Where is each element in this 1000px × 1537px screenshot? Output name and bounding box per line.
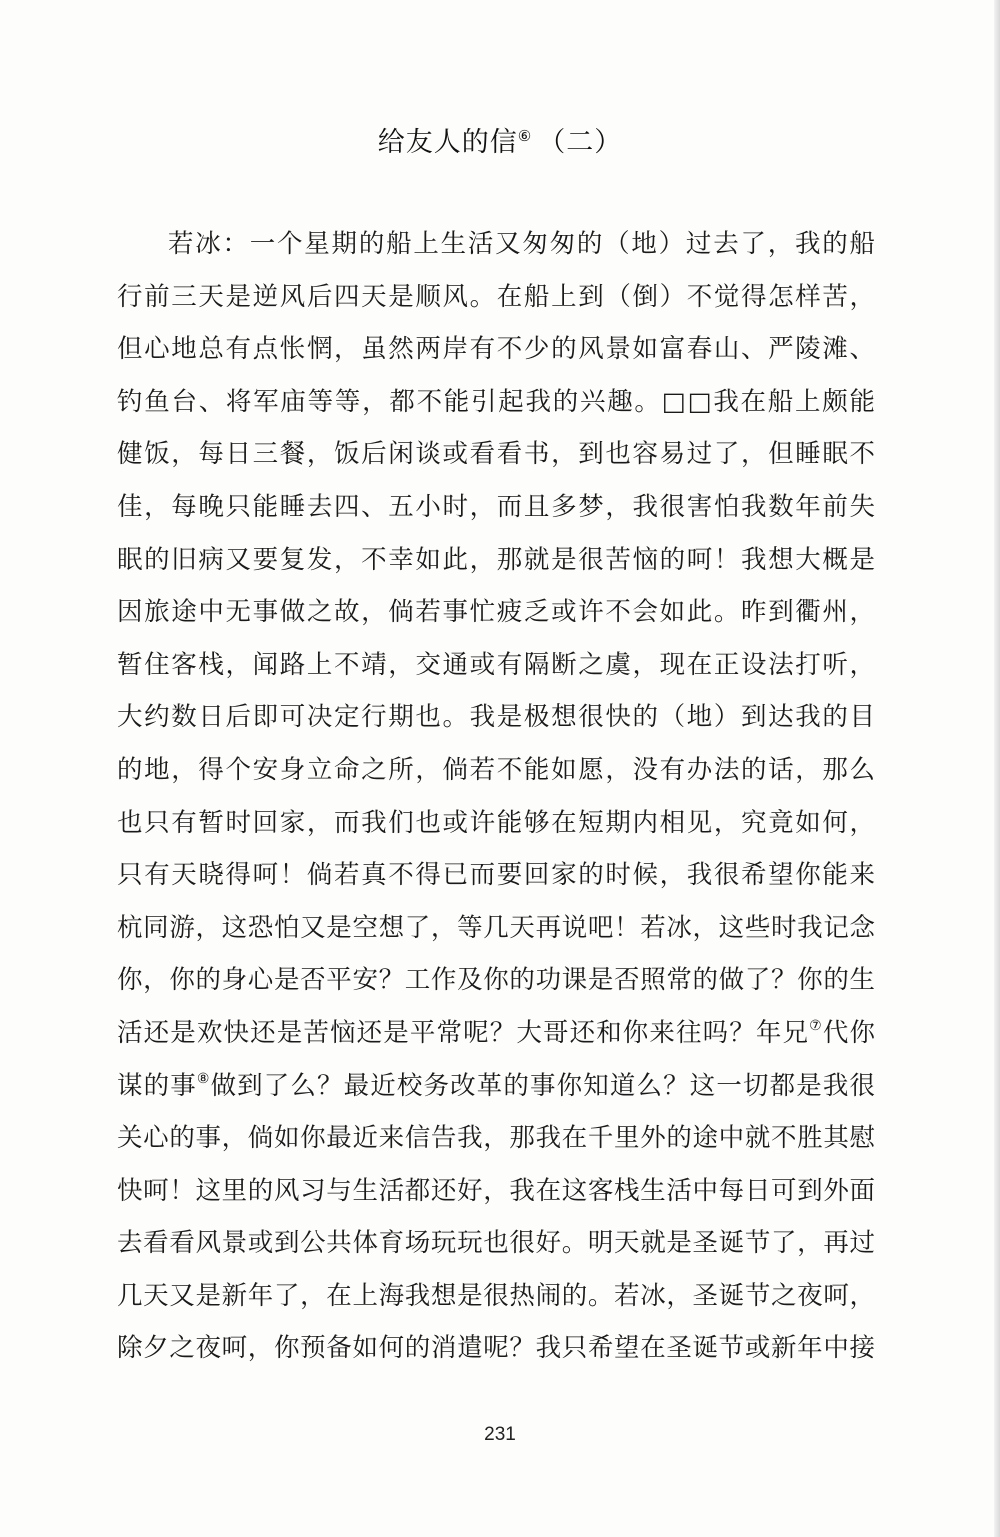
- text-segment: 快呵！这里的风习与生活都还好，我在这客栈生活中每日可到外面: [117, 1175, 875, 1206]
- text-segment: 也只有暂时回家，而我们也或许能够在短期内相见，究竟如何，: [117, 807, 875, 838]
- text-segment: 钓鱼台、将军庙等等，都不能引起我的兴趣。□□我在船上颇能: [117, 386, 875, 417]
- text-line: [117, 481, 875, 534]
- text-segment: 若冰：一个星期的船上生活又匆匆的（地）过去了，我的船: [168, 229, 875, 259]
- text-segment: 只有天晓得呵！倘若真不得已而要回家的时候，我很希望你能来: [117, 860, 875, 891]
- text-segment: 佳，每晚只能睡去四、五小时，而且多梦，我很害怕我数年前失: [117, 491, 875, 522]
- title-subtitle: （二）: [538, 127, 623, 158]
- footnote-marker: ⑧: [196, 1070, 211, 1087]
- text-segment: 杭同游，这恐怕又是空想了，等几天再说吧！若冰，这些时我记念: [117, 912, 875, 943]
- text-segment: 去看看风景或到公共体育场玩玩也很好。明天就是圣诞节了，再过: [117, 1228, 875, 1259]
- text-line: [117, 691, 875, 744]
- text-line: [117, 954, 875, 1007]
- text-line: [117, 1007, 875, 1060]
- text-line: [117, 428, 875, 481]
- text-segment: 行前三天是逆风后四天是顺风。在船上到（倒）不觉得怎样苦，: [117, 281, 875, 312]
- text-segment: 因旅途中无事做之故，倘若事忙疲乏或许不会如此。昨到衢州，: [117, 597, 875, 628]
- text-segment: 谋的事: [117, 1070, 197, 1101]
- text-segment: 做到了么？最近校务改革的事你知道么？这一切都是我很: [210, 1070, 875, 1101]
- page-number: 231: [484, 1424, 516, 1445]
- text-line: [117, 1060, 875, 1113]
- text-segment: 健饭，每日三餐，饭后闲谈或看看书，到也容易过了，但睡眠不: [117, 439, 875, 470]
- footnote-marker: ⑦: [809, 1017, 823, 1034]
- text-segment: 活还是欢快还是苦恼还是平常呢？大哥还和你来往吗？年兄: [117, 1017, 810, 1048]
- text-line: [117, 271, 875, 324]
- text-line: [117, 534, 875, 587]
- text-line: [117, 1112, 875, 1165]
- text-line: [117, 218, 875, 271]
- letter-body: [117, 218, 875, 1375]
- text-line: [117, 586, 875, 639]
- text-line: [117, 744, 875, 797]
- text-line: [117, 323, 875, 376]
- text-segment: 几天又是新年了，在上海我想是很热闹的。若冰，圣诞节之夜呵，: [117, 1280, 875, 1311]
- text-line: [117, 376, 875, 429]
- text-segment: 的地，得个安身立命之所，倘若不能如愿，没有办法的话，那么: [117, 754, 875, 785]
- text-line: [117, 1270, 875, 1323]
- text-line: [117, 797, 875, 850]
- text-line: [117, 902, 875, 955]
- title-main: 给友人的信: [377, 127, 518, 158]
- text-segment: 代你: [822, 1017, 875, 1048]
- text-segment: 关心的事，倘如你最近来信告我，那我在千里外的途中就不胜其慰: [117, 1123, 875, 1154]
- text-segment: 但心地总有点怅惘，虽然两岸有不少的风景如富春山、严陵滩、: [117, 334, 875, 365]
- text-line: [117, 1322, 875, 1375]
- page-edge-shadow: [994, 0, 1000, 1537]
- title-footnote-marker: ⑥: [517, 127, 533, 145]
- text-line: [117, 1217, 875, 1270]
- text-line: [117, 849, 875, 902]
- text-segment: 眠的旧病又要复发，不幸如此，那就是很苦恼的呵！我想大概是: [117, 544, 875, 575]
- text-segment: 大约数日后即可决定行期也。我是极想很快的（地）到达我的目: [117, 702, 875, 733]
- text-segment: 你，你的身心是否平安？工作及你的功课是否照常的做了？你的生: [117, 965, 875, 996]
- text-line: [117, 1165, 875, 1218]
- text-line: [117, 639, 875, 692]
- text-segment: 暂住客栈，闻路上不靖，交通或有隔断之虞，现在正设法打听，: [117, 649, 875, 680]
- letter-title: [0, 116, 1000, 163]
- text-segment: 除夕之夜呵，你预备如何的消遣呢？我只希望在圣诞节或新年中接: [117, 1333, 875, 1364]
